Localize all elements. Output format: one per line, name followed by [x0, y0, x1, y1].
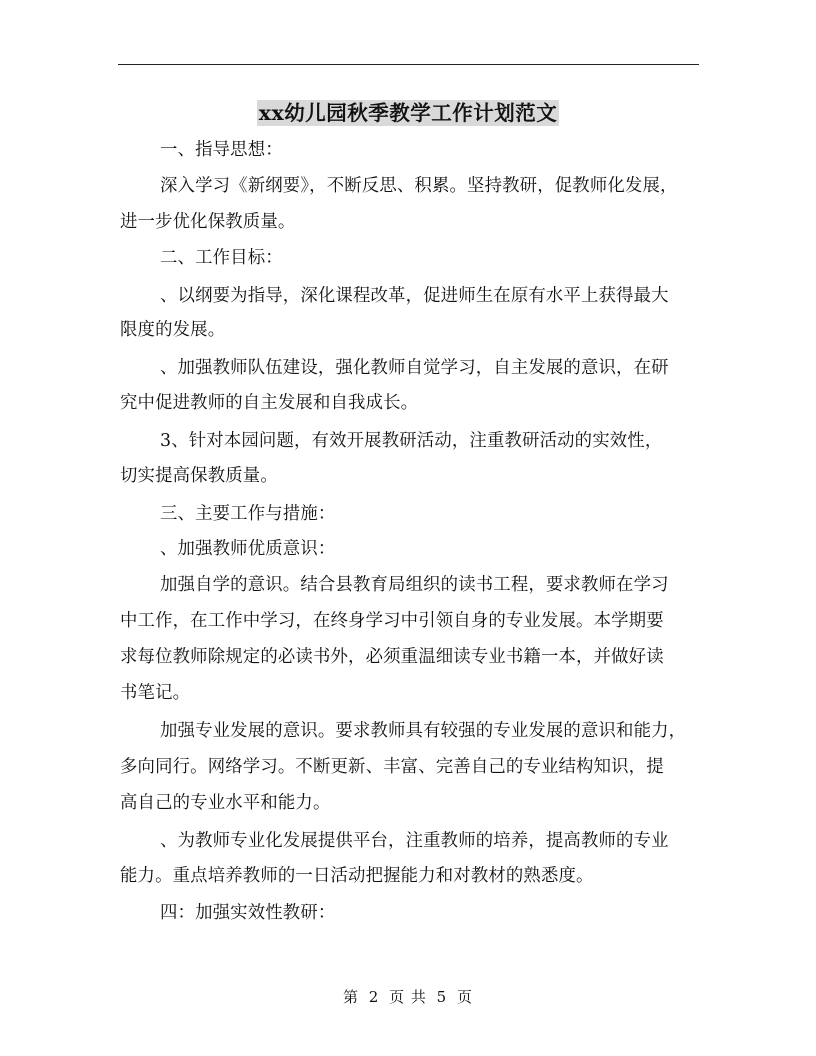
page-footer — [0, 986, 816, 1007]
document-title-text: xx幼儿园秋季教学工作计划范文 — [258, 101, 558, 125]
paragraph-line: 一、指导思想： — [160, 140, 283, 160]
page-label-prefix: 第 — [342, 988, 359, 1006]
paragraph-line: 四：加强实效性教研： — [160, 903, 336, 923]
document-title — [0, 96, 816, 126]
paragraph-line: 、以纲要为指导，深化课程改革，促进师生在原有水平上获得最大 — [160, 286, 669, 306]
paragraph-line: 进一步优化保教质量。 — [120, 212, 296, 232]
paragraph-line: 深入学习《新纲要》，不断反思、积累。坚持教研，促教师化发展， — [160, 176, 678, 196]
current-page-number: 2 — [368, 988, 380, 1006]
total-pages-number: 5 — [436, 988, 448, 1006]
header-rule — [118, 64, 699, 65]
page-label-suffix: 页 — [457, 988, 474, 1006]
paragraph-line: 、加强教师队伍建设，强化教师自觉学习，自主发展的意识，在研 — [160, 358, 669, 378]
paragraph-line: 能力。重点培养教师的一日活动把握能力和对教材的熟悉度。 — [120, 866, 594, 886]
paragraph-line: 、为教师专业化发展提供平台，注重教师的培养，提高教师的专业 — [160, 831, 669, 851]
paragraph-line: 3、针对本园问题，有效开展教研活动，注重教研活动的实效性， — [160, 431, 663, 451]
paragraph-line: 加强自学的意识。结合县教育局组织的读书工程，要求教师在学习 — [160, 575, 669, 595]
page-label-mid: 页 共 — [389, 988, 427, 1006]
paragraph-line: 二、工作目标： — [160, 248, 283, 268]
paragraph-line: 限度的发展。 — [120, 320, 226, 340]
paragraph-line: 三、主要工作与措施： — [160, 504, 336, 524]
paragraph-line: 书笔记。 — [120, 683, 191, 703]
paragraph-line: 中工作，在工作中学习，在终身学习中引领自身的专业发展。本学期要 — [120, 611, 664, 631]
paragraph-line: 究中促进教师的自主发展和自我成长。 — [120, 393, 419, 413]
paragraph-line: 切实提高保教质量。 — [120, 466, 278, 486]
paragraph-line: 求每位教师除规定的必读书外，必须重温细读专业书籍一本，并做好读 — [120, 647, 664, 667]
paragraph-line: 高自己的专业水平和能力。 — [120, 793, 331, 813]
paragraph-line: 、加强教师优质意识： — [160, 539, 336, 559]
paragraph-line: 加强专业发展的意识。要求教师具有较强的专业发展的意识和能力， — [160, 721, 687, 741]
paragraph-line: 多向同行。网络学习。不断更新、丰富、完善自己的专业结构知识，提 — [120, 757, 664, 777]
